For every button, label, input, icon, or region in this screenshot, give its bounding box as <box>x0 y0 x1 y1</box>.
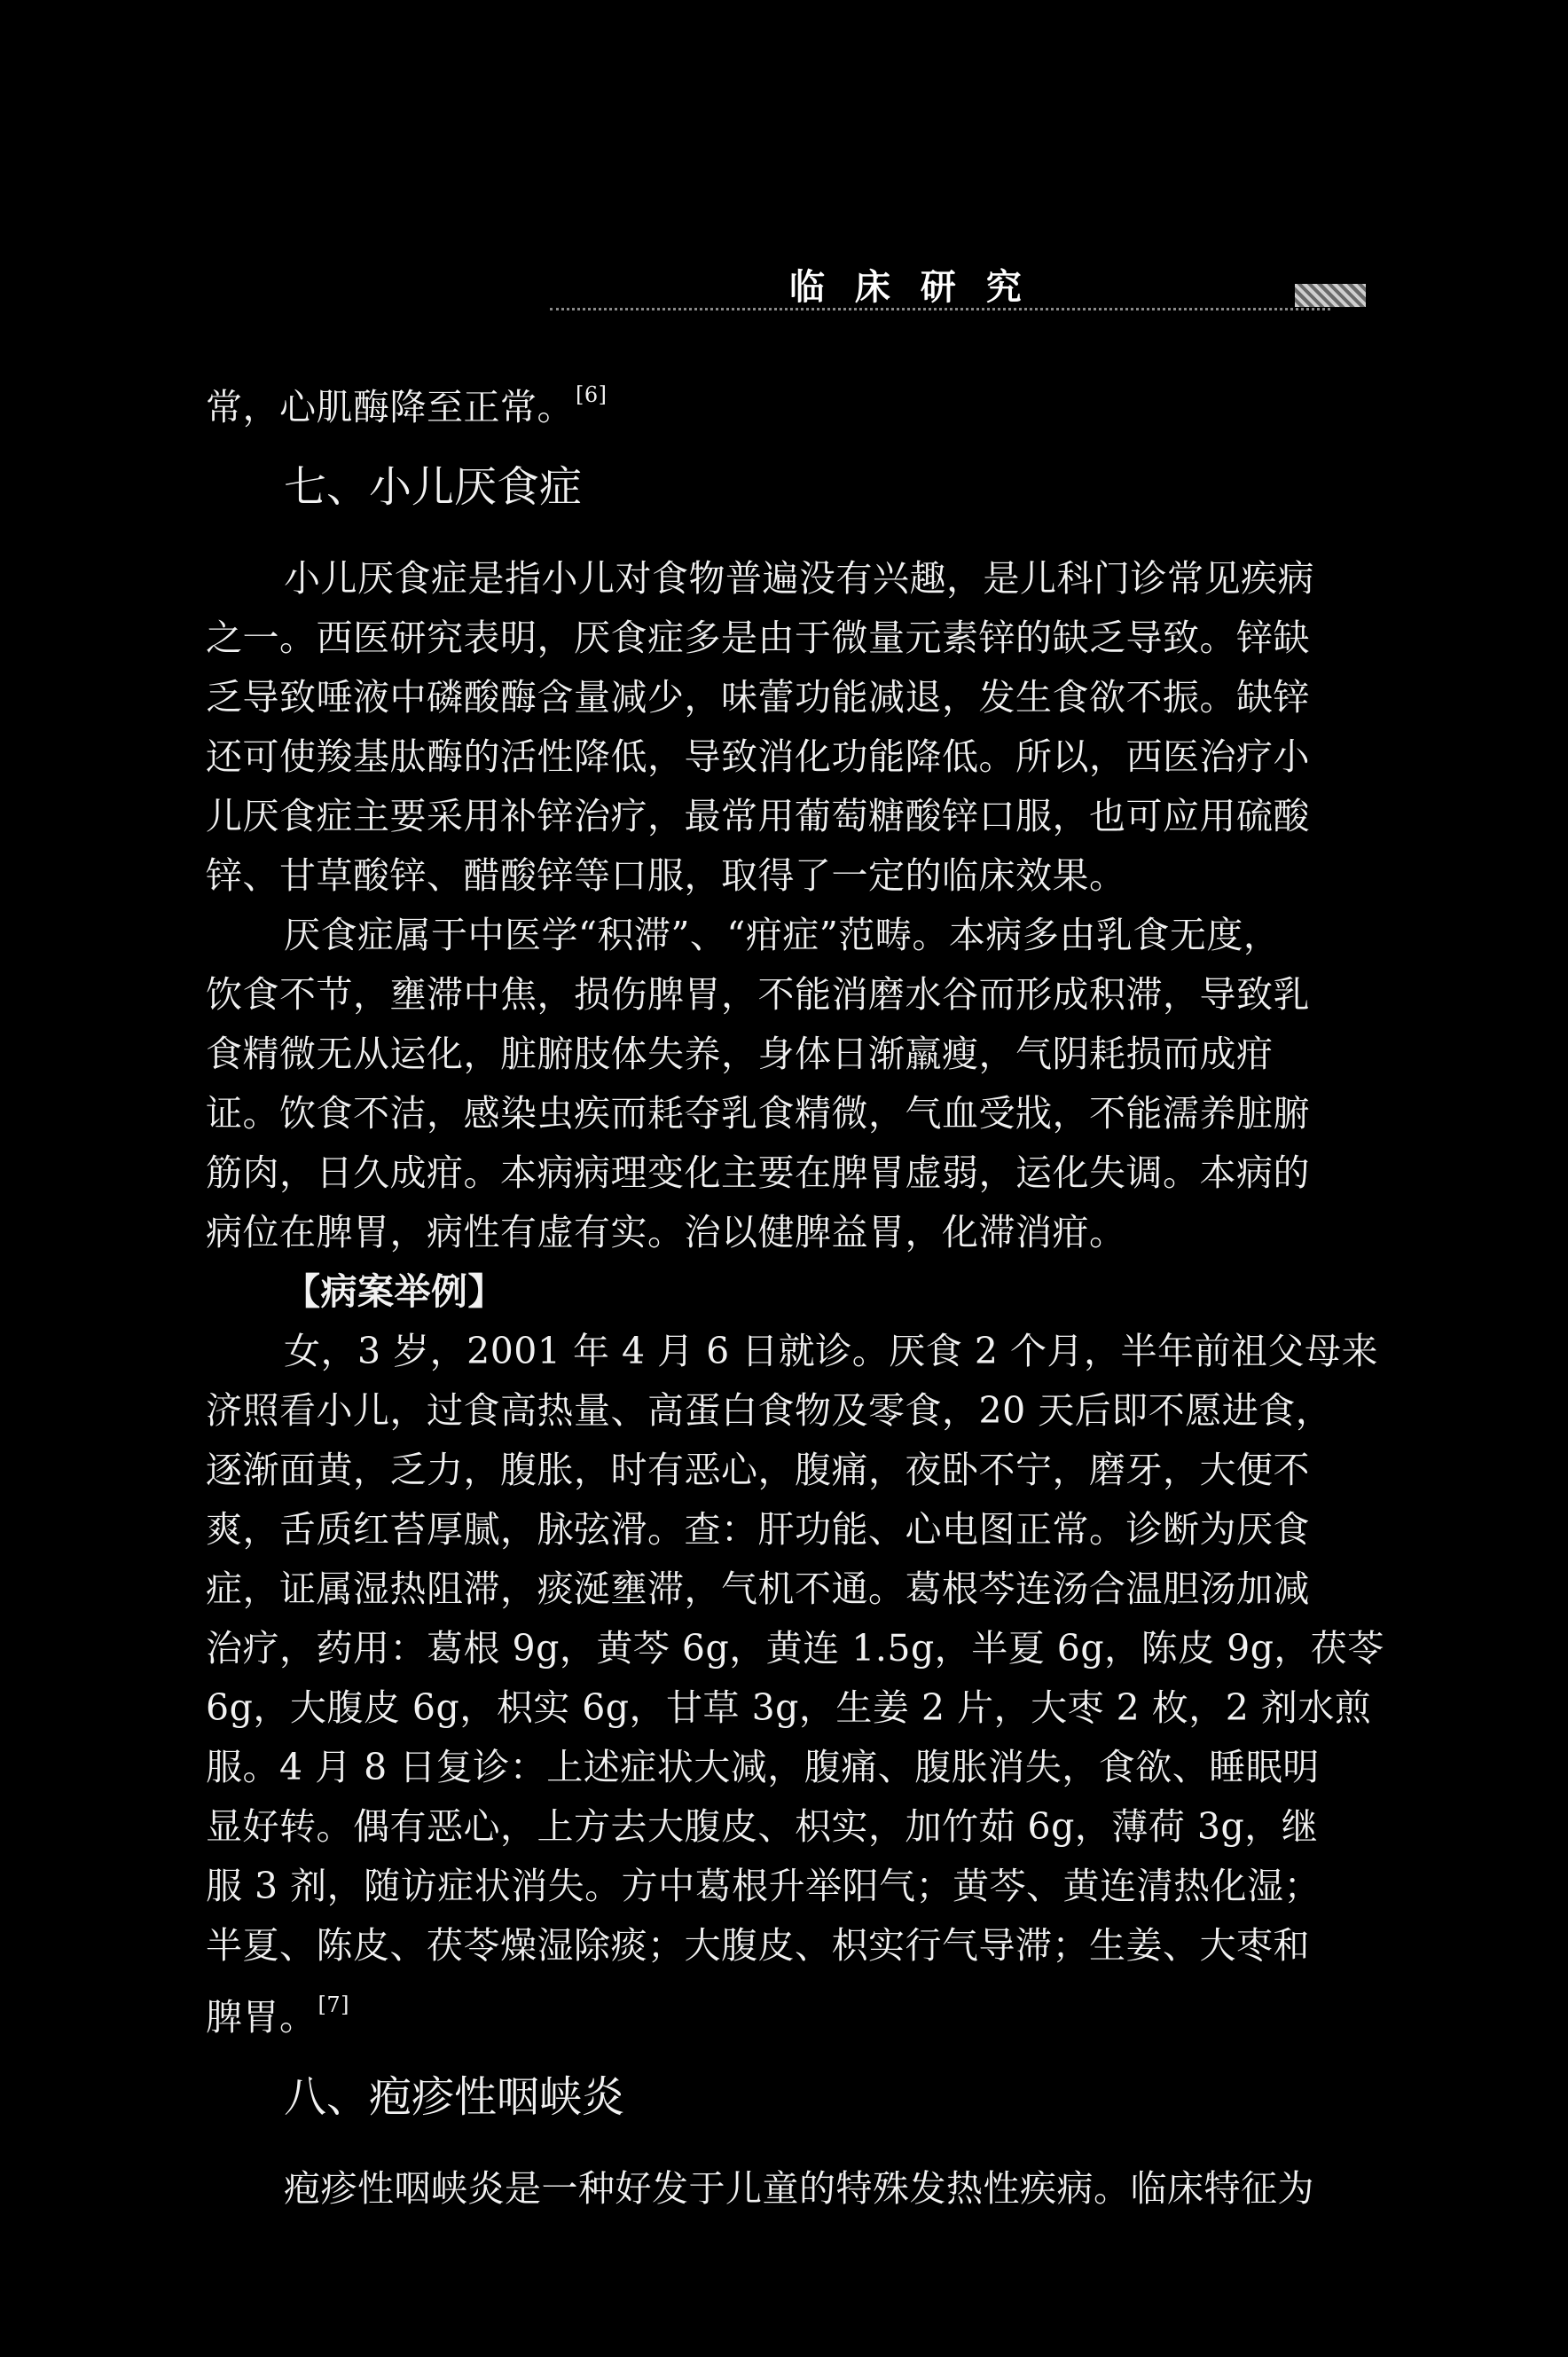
text-line: 半夏、陈皮、茯苓燥湿除痰；大腹皮、枳实行气导滞；生姜、大枣和 <box>206 1924 1310 1967</box>
text-line: 爽，舌质红苔厚腻，脉弦滑。查：肝功能、心电图正常。诊断为厌食 <box>206 1508 1310 1551</box>
text-line: 服 3 剂，随访症状消失。方中葛根升举阳气；黄芩、黄连清热化湿； <box>206 1865 1321 1907</box>
text-line: 病位在脾胃，病性有虚有实。治以健脾益胃，化滞消疳。 <box>206 1211 1126 1253</box>
case-last-text: 脾胃。 <box>206 1996 317 2039</box>
text-line: 证。饮食不洁，感染虫疾而耗夺乳食精微，气血受戕，不能濡养脏腑 <box>206 1092 1310 1135</box>
case-paragraph <box>206 1322 1384 2039</box>
text-line: 济照看小儿，过食高热量、高蛋白食物及零食，20 天后即不愿进食， <box>206 1389 1333 1432</box>
text-line: 儿厌食症主要采用补锌治疗，最常用葡萄糖酸锌口服，也可应用硫酸 <box>206 795 1310 837</box>
text-line: 显好转。偶有恶心，上方去大腹皮、枳实，加竹茹 6g，薄荷 3g，继 <box>206 1805 1319 1848</box>
text-line: 之一。西医研究表明，厌食症多是由于微量元素锌的缺乏导致。锌缺 <box>206 617 1310 659</box>
page-number-block <box>1295 284 1366 307</box>
text-line-last <box>206 1976 1368 2039</box>
text-line: 乏导致唾液中磷酸酶含量减少，味蕾功能减退，发生食欲不振。缺锌 <box>206 676 1310 719</box>
section-heading-8: 八、疱疹性咽峡炎 <box>284 2072 625 2122</box>
citation-ref: [7] <box>318 1992 349 2017</box>
header-title: 临 床 研 究 <box>789 267 1031 308</box>
text-line: 小儿厌食症是指小儿对食物普遍没有兴趣，是儿科门诊常见疾病 <box>284 557 1314 600</box>
text-line: 筋肉，日久成疳。本病病理变化主要在脾胃虚弱，运化失调。本病的 <box>206 1151 1310 1194</box>
header-rule <box>550 308 1330 310</box>
text-line: 食精微无从运化，脏腑肢体失养，身体日渐羸瘦，气阴耗损而成疳 <box>206 1033 1274 1075</box>
text-line: 饮食不节，壅滞中焦，损伤脾胃，不能消磨水谷而形成积滞，导致乳 <box>206 973 1310 1016</box>
section-heading-7: 七、小儿厌食症 <box>284 462 583 512</box>
paragraph-carryover <box>206 365 1368 428</box>
text-line: 治疗，药用：葛根 9g，黄芩 6g，黄连 1.5g，半夏 6g，陈皮 9g，茯苓 <box>206 1627 1384 1670</box>
carryover-text: 常，心肌酶降至正常。 <box>206 386 574 428</box>
text-line: 还可使羧基肽酶的活性降低，导致消化功能降低。所以，西医治疗小 <box>206 735 1310 778</box>
running-header <box>550 259 1366 312</box>
text-line: 锌、甘草酸锌、醋酸锌等口服，取得了一定的临床效果。 <box>206 854 1126 897</box>
text-line: 疱疹性咽峡炎是一种好发于儿童的特殊发热性疾病。临床特征为 <box>284 2167 1314 2210</box>
text-line: 厌食症属于中医学“积滞”、“疳症”范畴。本病多由乳食无度， <box>284 914 1281 956</box>
text-line: 症，证属湿热阻滞，痰涎壅滞，气机不通。葛根芩连汤合温胆汤加减 <box>206 1567 1310 1610</box>
text-line: 服。4 月 8 日复诊：上述症状大减，腹痛、腹胀消失，食欲、睡眠明 <box>206 1746 1320 1788</box>
case-heading: 【病案举例】 <box>284 1270 505 1313</box>
text-line: 女，3 岁，2001 年 4 月 6 日就诊。厌食 2 个月，半年前祖父母来 <box>284 1330 1378 1372</box>
paragraph-2 <box>206 906 1368 1262</box>
body-text <box>206 365 1384 2219</box>
text-line: 逐渐面黄，乏力，腹胀，时有恶心，腹痛，夜卧不宁，磨牙，大便不 <box>206 1449 1310 1491</box>
text-line: 6g，大腹皮 6g，枳实 6g，甘草 3g，生姜 2 片，大枣 2 枚，2 剂水煎 <box>206 1686 1372 1729</box>
paragraph-1 <box>206 549 1368 906</box>
citation-ref: [6] <box>576 382 608 407</box>
